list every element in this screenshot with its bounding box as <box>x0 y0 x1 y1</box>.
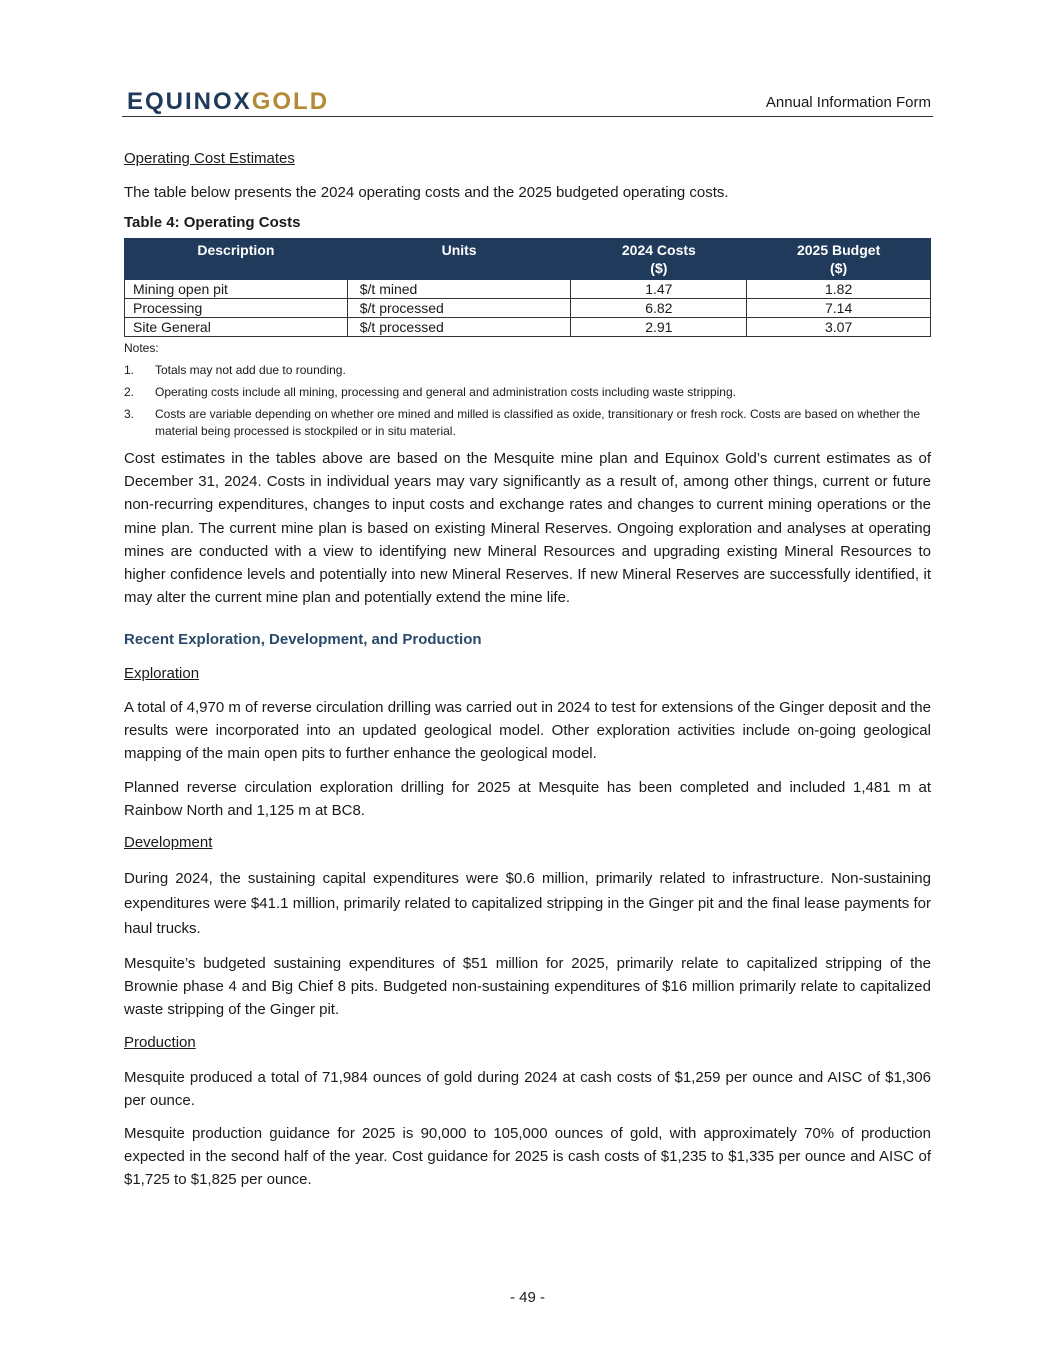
table-cell: $/t processed <box>347 318 571 337</box>
table-cell: 7.14 <box>747 299 931 318</box>
column-header-2025-budget: 2025 Budget ($) <box>747 239 931 280</box>
development-heading: Development <box>124 834 213 851</box>
note-item: 3. Costs are variable depending on whether ore mined and milled is classified as oxide, transitionary or fresh rock. Costs are based on whether the material being processed is stockpiled or in situ material. <box>124 407 921 438</box>
development-paragraph-1: During 2024, the sustaining capital expenditures were $0.6 million, primarily related to infrastructure. Non-sustaining expenditures were $41.1 million, primarily related to capitalized stripping in the Ginger pit and the final lease payments for haul trucks. <box>124 870 931 937</box>
table-cell: 2.91 <box>571 318 747 337</box>
table-title: Table 4: Operating Costs <box>124 214 301 231</box>
exploration-paragraph-2: Planned reverse circulation exploration drilling for 2025 at Mesquite has been completed and included 1,481 m at Rainbow North and 1,125 m at BC8. <box>124 779 931 820</box>
table-cell: 3.07 <box>747 318 931 337</box>
table-cell: $/t mined <box>347 280 571 299</box>
table-cell: $/t processed <box>347 299 571 318</box>
exploration-heading: Exploration <box>124 665 200 682</box>
table-row <box>125 299 931 318</box>
note-item: 1. Totals may not add due to rounding. <box>124 363 346 377</box>
notes-label: Notes: <box>124 341 159 355</box>
table-cell: Processing <box>125 299 348 318</box>
column-header-description: Description <box>125 239 348 280</box>
table-cell: 1.82 <box>747 280 931 299</box>
development-paragraph-2: Mesquite’s budgeted sustaining expenditures of $51 million for 2025, primarily relate to capitalized stripping of the Brownie phase 4 and Big Chief 8 pits. Budgeted non-sustaining expenditures of $16 million primarily relate to capitalized waste stripping of the Ginger pit. <box>124 955 931 1019</box>
production-paragraph-1: Mesquite produced a total of 71,984 ounces of gold during 2024 at cash costs of $1,259 per ounce and AISC of $1,306 per ounce. <box>124 1069 931 1110</box>
table-notes <box>124 340 931 440</box>
page-number: - 49 - <box>509 1289 545 1306</box>
table-header-row <box>125 239 931 280</box>
table-row <box>125 318 931 337</box>
production-heading: Production <box>124 1034 196 1051</box>
table-cell: Mining open pit <box>125 280 348 299</box>
intro-text: The table below presents the 2024 operating costs and the 2025 budgeted operating costs. <box>124 184 729 201</box>
operating-costs-table <box>124 238 931 337</box>
table-cell: 6.82 <box>571 299 747 318</box>
table-cell: 1.47 <box>571 280 747 299</box>
production-paragraph-2: Mesquite production guidance for 2025 is 90,000 to 105,000 ounces of gold, with approximately 70% of production expected in the second half of the year. Cost guidance for 2025 is cash costs of $1,235 to $1,335 per ounce and AISC of $1,725 to $1,825 per ounce. <box>124 1125 931 1189</box>
note-item: 2. Operating costs include all mining, processing and general and administration costs including waste stripping. <box>124 385 736 399</box>
document-title: Annual Information Form <box>765 94 931 111</box>
table-cell: Site General <box>125 318 348 337</box>
operating-cost-heading: Operating Cost Estimates <box>124 150 295 167</box>
section-heading: Recent Exploration, Development, and Production <box>124 631 482 648</box>
exploration-paragraph-1: A total of 4,970 m of reverse circulation drilling was carried out in 2024 to test for extensions of the Ginger deposit and the results were incorporated into an updated geological model. Other exploration activities include on-going geological mapping of the main open pits to further enhance the geological model. <box>124 699 931 763</box>
equinox-gold-logo: EQUINOXGOLD <box>127 88 330 115</box>
cost-estimates-paragraph: Cost estimates in the tables above are based on the Mesquite mine plan and Equinox Gold’s current estimates as of December 31, 2024. Costs in individual years may vary significantly as a result of, among other things, current or future non-recurring expenditures, changes to input costs and exchange rates and changes to current mining operations or the mine plan. The current mine plan is based on existing Mineral Reserves. Ongoing exploration and analyses at operating mines are conducted with a view to identifying new Mineral Resources and upgrading existing Mineral Resources to higher confidence levels and potentially into new Mineral Reserves. If new Mineral Reserves are successfully identified, it may alter the current mine plan and potentially extend the mine life. <box>124 450 931 607</box>
column-header-units: Units <box>347 239 571 280</box>
page-header <box>122 88 933 117</box>
table-row <box>125 280 931 299</box>
column-header-2024-costs: 2024 Costs ($) <box>571 239 747 280</box>
